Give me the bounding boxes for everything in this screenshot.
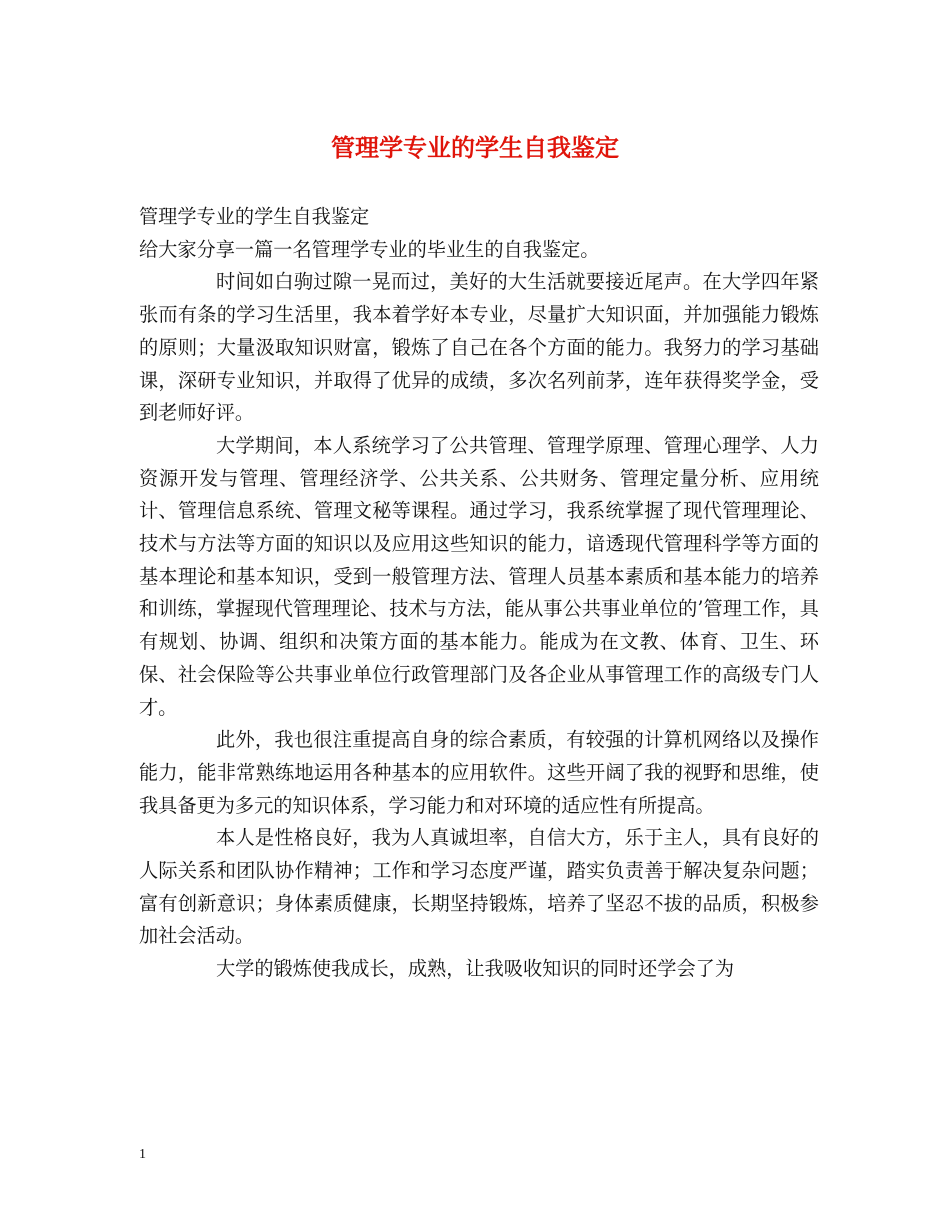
page-number: 1 bbox=[139, 1147, 146, 1162]
paragraph-2: 大学期间，本人系统学习了公共管理、管理学原理、管理心理学、人力资源开发与管理、管理经济学、公共关系、公共财务、管理定量分析、应用统计、管理信息系统、管理文秘等课程。通过学习，我系统掌握了现代管理理论、技术与方法等方面的知识以及应用这些知识的能力，谙透现代管理科学等方面的基本理论和基本知识，受到一般管理方法、管理人员基本素质和基本能力的培养和训练，掌握现代管理理论、技术与方法，能从事公共事业单位的’管理工作，具有规划、协调、组织和决策方面的基本能力。能成为在文教、体育、卫生、环保、社会保险等公共事业单位行政管理部门及各企业从事管理工作的高级专门人才。 bbox=[139, 433, 819, 719]
paragraph-intro: 给大家分享一篇一名管理学专业的毕业生的自我鉴定。 bbox=[139, 237, 600, 261]
document-body bbox=[139, 201, 819, 986]
paragraph-4: 本人是性格良好，我为人真诚坦率，自信大方，乐于主人，具有良好的人际关系和团队协作精神；工作和学习态度严谨，踏实负责善于解决复杂问题；富有创新意识；身体素质健康，长期坚持锻炼，培养了坚忍不拔的品质，积极参加社会活动。 bbox=[139, 826, 819, 948]
paragraph-heading: 管理学专业的学生自我鉴定 bbox=[139, 205, 370, 228]
paragraph-1: 时间如白驹过隙一晃而过，美好的大生活就要接近尾声。在大学四年紧张而有条的学习生活里，我本着学好本专业，尽量扩大知识面，并加强能力锻炼的原则；大量汲取知识财富，锻炼了自己在各个方面的能力。我努力的学习基础课，深研专业知识，并取得了优异的成绩，多次名列前茅，连年获得奖学金，受到老师好评。 bbox=[139, 270, 819, 425]
document-title: 管理学专业的学生自我鉴定 bbox=[331, 133, 619, 162]
paragraph-5: 大学的锻炼使我成长，成熟，让我吸收知识的同时还学会了为 bbox=[216, 957, 735, 981]
paragraph-3: 此外，我也很注重提高自身的综合素质，有较强的计算机网络以及操作能力，能非常熟练地运用各种基本的应用软件。这些开阔了我的视野和思维，使我具备更为多元的知识体系，学习能力和对环境的适应性有所提高。 bbox=[139, 728, 819, 817]
